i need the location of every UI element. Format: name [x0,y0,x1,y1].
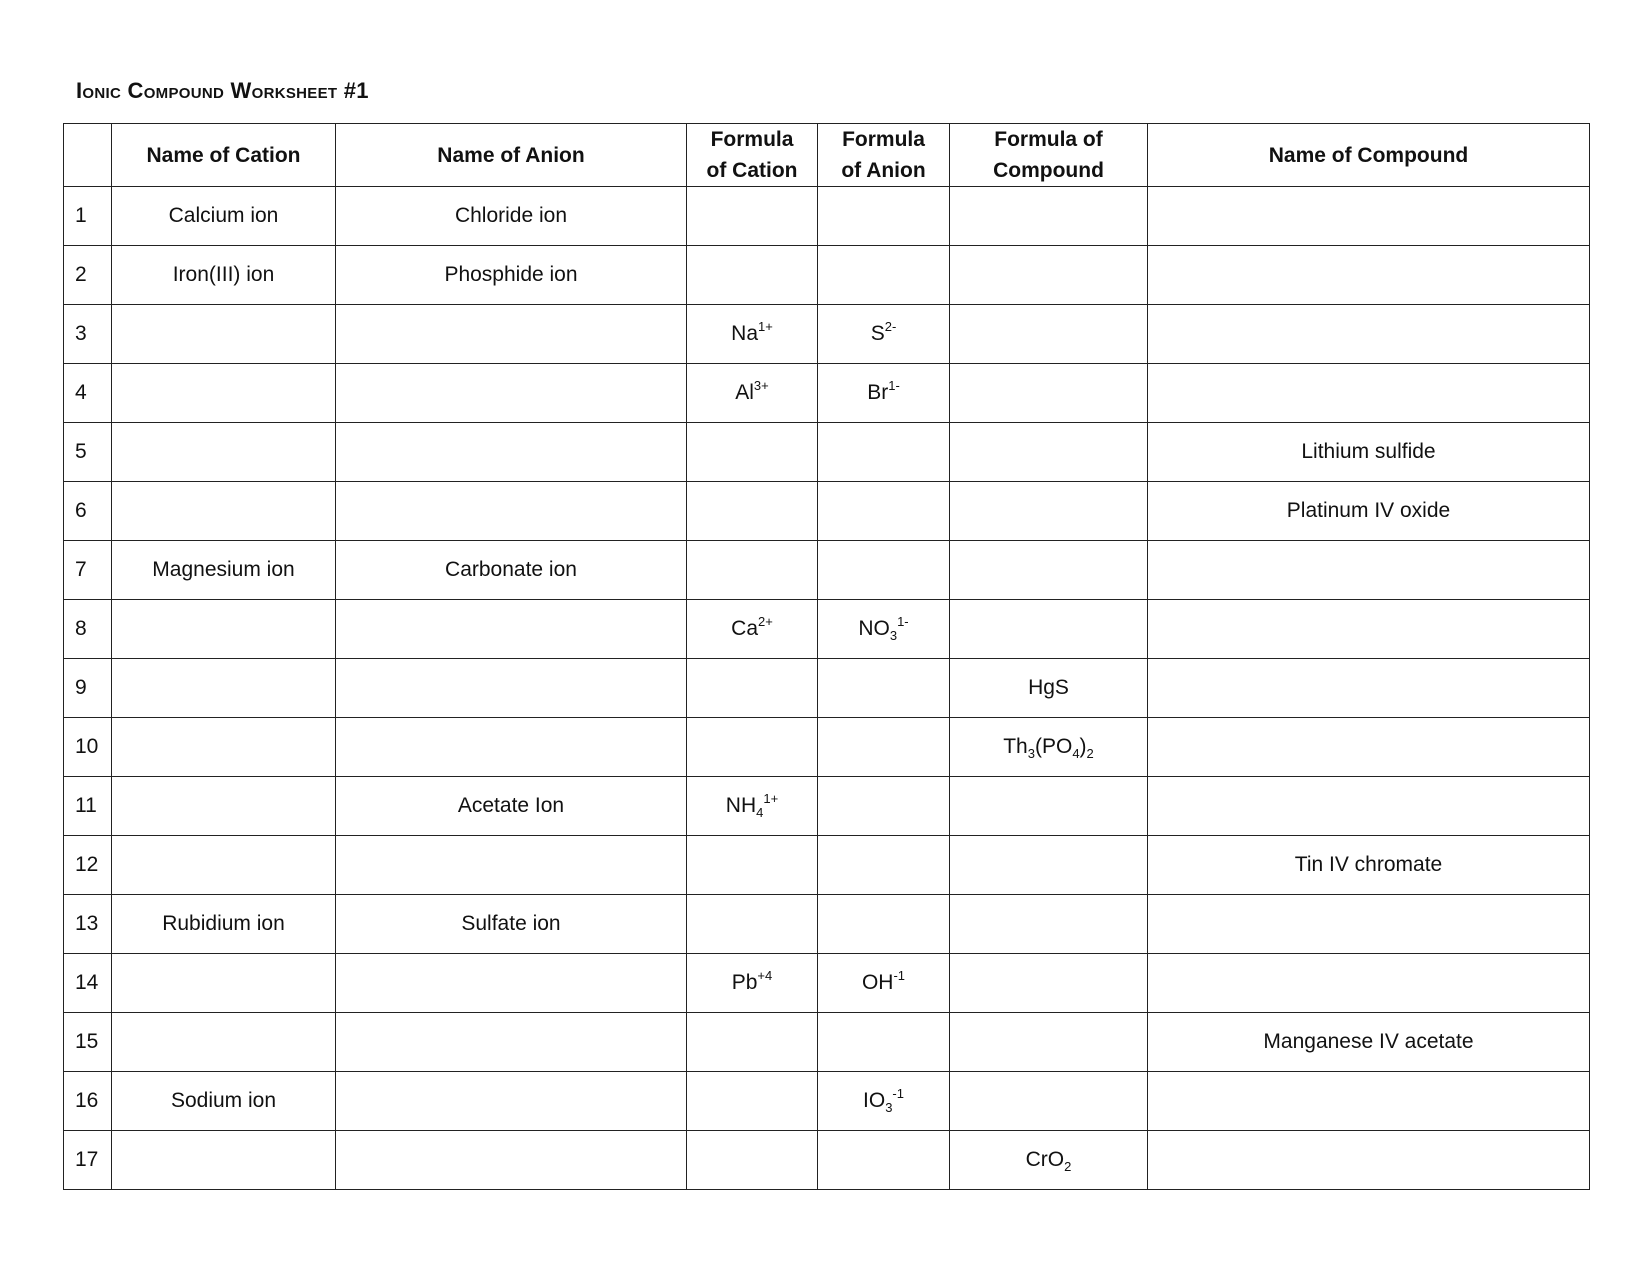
table-row [64,187,1590,246]
cation-formula-cell[interactable] [687,541,818,600]
anion-formula-cell[interactable] [818,659,950,718]
anion-name-cell[interactable]: Sulfate ion [336,895,687,954]
formula-subscript: 4 [756,805,764,820]
table-row [64,1131,1590,1190]
compound-name-cell[interactable] [1148,541,1590,600]
row-number-cell[interactable]: 13 [64,895,112,954]
formula-symbol: Ca [731,617,759,640]
row-number-cell[interactable]: 12 [64,836,112,895]
row-number-cell[interactable]: 6 [64,482,112,541]
header-compound-formula-line: Formula of [994,128,1103,151]
chemical-formula [731,319,773,345]
row-number-cell[interactable]: 14 [64,954,112,1013]
formula-charge: 1- [897,614,909,629]
anion-formula-cell[interactable] [818,954,950,1013]
cation-formula-cell[interactable] [687,1131,818,1190]
header-cation-formula [687,124,818,187]
compound-formula-cell[interactable] [950,246,1148,305]
table-row [64,777,1590,836]
cation-name-cell[interactable]: Calcium ion [112,187,336,246]
compound-formula-cell[interactable] [950,836,1148,895]
worksheet-body [64,187,1590,1190]
cation-formula-cell[interactable] [687,1013,818,1072]
formula-subscript: 3 [885,1100,893,1115]
compound-formula-cell[interactable] [950,659,1148,718]
anion-name-cell[interactable]: Acetate Ion [336,777,687,836]
table-row [64,1072,1590,1131]
header-anion-formula [818,124,950,187]
chemical-formula [1028,676,1069,699]
chemical-formula [858,614,909,643]
compound-formula-cell[interactable] [950,895,1148,954]
anion-formula-cell[interactable] [818,1013,950,1072]
cation-name-cell[interactable] [112,423,336,482]
anion-formula-cell[interactable] [818,1072,950,1131]
formula-subscript: 2 [1064,1159,1072,1174]
formula-symbol: Pb [731,971,758,994]
compound-name-cell[interactable] [1148,777,1590,836]
table-row [64,954,1590,1013]
formula-symbol: CrO [1025,1148,1065,1171]
anion-formula-cell[interactable] [818,482,950,541]
cation-formula-cell[interactable] [687,482,818,541]
formula-symbol: Na [731,322,759,345]
cation-name-cell[interactable]: Rubidium ion [112,895,336,954]
formula-charge: 1- [888,378,900,393]
anion-name-cell[interactable] [336,482,687,541]
row-number-cell[interactable]: 10 [64,718,112,777]
page-title: Ionic Compound Worksheet #1 [76,78,369,103]
anion-formula-cell[interactable] [818,423,950,482]
compound-name-cell[interactable] [1148,305,1590,364]
anion-formula-cell[interactable] [818,836,950,895]
formula-subscript: 2 [1086,746,1094,761]
compound-formula-cell[interactable] [950,305,1148,364]
formula-symbol: Br [867,381,889,404]
anion-formula-cell[interactable] [818,777,950,836]
row-number-cell[interactable]: 2 [64,246,112,305]
compound-name-cell[interactable] [1148,718,1590,777]
header-cation-formula-line: Formula [710,128,794,151]
compound-name-cell[interactable]: Platinum IV oxide [1148,482,1590,541]
table-row [64,541,1590,600]
cation-formula-cell[interactable] [687,423,818,482]
table-row [64,718,1590,777]
formula-symbol: ) [1079,735,1087,758]
header-row [64,124,1590,187]
anion-formula-cell[interactable] [818,895,950,954]
anion-formula-cell[interactable] [818,600,950,659]
row-number-cell[interactable]: 15 [64,1013,112,1072]
compound-formula-cell[interactable] [950,600,1148,659]
compound-name-cell[interactable] [1148,246,1590,305]
formula-charge: 2+ [758,614,773,629]
row-number-cell[interactable]: 16 [64,1072,112,1131]
cation-name-cell[interactable] [112,718,336,777]
cation-formula-cell[interactable] [687,187,818,246]
cation-formula-cell[interactable] [687,836,818,895]
compound-formula-cell[interactable] [950,482,1148,541]
cation-name-cell[interactable] [112,954,336,1013]
compound-formula-cell[interactable] [950,364,1148,423]
compound-formula-cell[interactable] [950,1013,1148,1072]
cation-name-cell[interactable] [112,836,336,895]
cation-name-cell[interactable] [112,305,336,364]
chemical-formula [1025,1148,1072,1174]
cation-name-cell[interactable] [112,1131,336,1190]
row-number-cell[interactable]: 11 [64,777,112,836]
row-number-cell[interactable]: 17 [64,1131,112,1190]
cation-formula-cell[interactable] [687,718,818,777]
compound-formula-cell[interactable] [950,1072,1148,1131]
formula-subscript: 4 [1072,746,1080,761]
table-row [64,364,1590,423]
anion-name-cell[interactable] [336,305,687,364]
table-row [64,659,1590,718]
cation-formula-cell[interactable] [687,777,818,836]
row-number-cell[interactable]: 3 [64,305,112,364]
compound-name-cell[interactable] [1148,1072,1590,1131]
compound-name-cell[interactable]: Manganese IV acetate [1148,1013,1590,1072]
compound-formula-cell[interactable] [950,777,1148,836]
anion-name-cell[interactable]: Chloride ion [336,187,687,246]
compound-formula-cell[interactable] [950,718,1148,777]
compound-name-cell[interactable] [1148,364,1590,423]
formula-symbol: Al [735,381,754,404]
anion-formula-cell[interactable] [818,187,950,246]
chemical-formula [861,968,906,994]
cation-name-cell[interactable]: Sodium ion [112,1072,336,1131]
formula-charge: -1 [893,968,906,983]
worksheet-table [63,123,1590,1190]
cation-name-cell[interactable] [112,482,336,541]
cation-name-cell[interactable] [112,364,336,423]
anion-formula-cell[interactable] [818,1131,950,1190]
anion-formula-cell[interactable] [818,718,950,777]
anion-formula-cell[interactable] [818,364,950,423]
header-anion-name: Name of Anion [336,124,687,187]
chemical-formula [870,319,897,345]
table-row [64,836,1590,895]
compound-formula-cell[interactable] [950,1131,1148,1190]
cation-formula-cell[interactable] [687,364,818,423]
anion-name-cell[interactable] [336,364,687,423]
anion-name-cell[interactable] [336,836,687,895]
compound-formula-cell[interactable] [950,541,1148,600]
anion-name-cell[interactable] [336,600,687,659]
formula-charge: 1+ [763,791,779,806]
cation-name-cell[interactable]: Iron(III) ion [112,246,336,305]
anion-formula-cell[interactable] [818,246,950,305]
compound-formula-cell[interactable] [950,954,1148,1013]
compound-name-cell[interactable] [1148,954,1590,1013]
row-number-cell[interactable]: 4 [64,364,112,423]
header-cation-name: Name of Cation [112,124,336,187]
cation-formula-cell[interactable] [687,895,818,954]
formula-symbol: HgS [1028,676,1069,699]
formula-charge: +4 [757,968,773,983]
compound-name-cell[interactable] [1148,600,1590,659]
chemical-formula [731,968,773,994]
table-row [64,482,1590,541]
cation-formula-cell[interactable] [687,954,818,1013]
anion-name-cell[interactable]: Carbonate ion [336,541,687,600]
compound-name-cell[interactable]: Tin IV chromate [1148,836,1590,895]
cation-name-cell[interactable]: Magnesium ion [112,541,336,600]
table-row [64,600,1590,659]
table-row [64,1013,1590,1072]
formula-charge: 3+ [753,378,769,393]
cation-formula-cell[interactable] [687,1072,818,1131]
chemical-formula [731,614,773,640]
header-compound-formula-line: Compound [993,159,1104,182]
cation-name-cell[interactable] [112,777,336,836]
header-compound-formula [950,124,1148,187]
compound-name-cell[interactable] [1148,659,1590,718]
formula-symbol: NO [858,617,890,640]
anion-name-cell[interactable]: Phosphide ion [336,246,687,305]
header-number [64,124,112,187]
header-compound-name: Name of Compound [1148,124,1590,187]
cation-formula-cell[interactable] [687,305,818,364]
chemical-formula [725,791,779,820]
cation-name-cell[interactable] [112,659,336,718]
formula-subscript: 3 [889,628,898,643]
formula-charge: 2- [884,319,897,334]
table-row [64,895,1590,954]
cation-formula-cell[interactable] [687,246,818,305]
anion-name-cell[interactable] [336,1131,687,1190]
anion-name-cell[interactable] [336,954,687,1013]
header-anion-formula-line: of Anion [841,159,926,182]
anion-name-cell[interactable] [336,659,687,718]
chemical-formula [867,378,900,404]
formula-symbol: NH [725,794,757,817]
formula-symbol: IO [863,1089,886,1112]
anion-formula-cell[interactable] [818,305,950,364]
formula-charge: -1 [892,1086,904,1101]
chemical-formula [1003,735,1094,761]
row-number-cell[interactable]: 1 [64,187,112,246]
row-number-cell[interactable]: 5 [64,423,112,482]
formula-symbol: Th [1003,735,1028,758]
formula-symbol: (PO [1034,735,1073,758]
cation-name-cell[interactable] [112,600,336,659]
cation-formula-cell[interactable] [687,600,818,659]
table-row [64,246,1590,305]
header-anion-formula-line: Formula [842,128,925,151]
row-number-cell[interactable]: 7 [64,541,112,600]
compound-name-cell[interactable]: Lithium sulfide [1148,423,1590,482]
table-row [64,423,1590,482]
row-number-cell[interactable]: 9 [64,659,112,718]
compound-formula-cell[interactable] [950,423,1148,482]
compound-name-cell[interactable] [1148,187,1590,246]
formula-charge: 1+ [758,319,773,334]
row-number-cell[interactable]: 8 [64,600,112,659]
formula-symbol: S [870,322,885,345]
chemical-formula [863,1086,904,1115]
anion-formula-cell[interactable] [818,541,950,600]
anion-name-cell[interactable] [336,1013,687,1072]
cation-name-cell[interactable] [112,1013,336,1072]
table-row [64,305,1590,364]
compound-name-cell[interactable] [1148,1131,1590,1190]
compound-name-cell[interactable] [1148,895,1590,954]
formula-subscript: 3 [1027,746,1035,761]
header-cation-formula-line: of Cation [706,159,798,182]
compound-formula-cell[interactable] [950,187,1148,246]
formula-symbol: OH [861,971,894,994]
cation-formula-cell[interactable] [687,659,818,718]
anion-name-cell[interactable] [336,423,687,482]
anion-name-cell[interactable] [336,718,687,777]
chemical-formula [735,378,769,404]
anion-name-cell[interactable] [336,1072,687,1131]
